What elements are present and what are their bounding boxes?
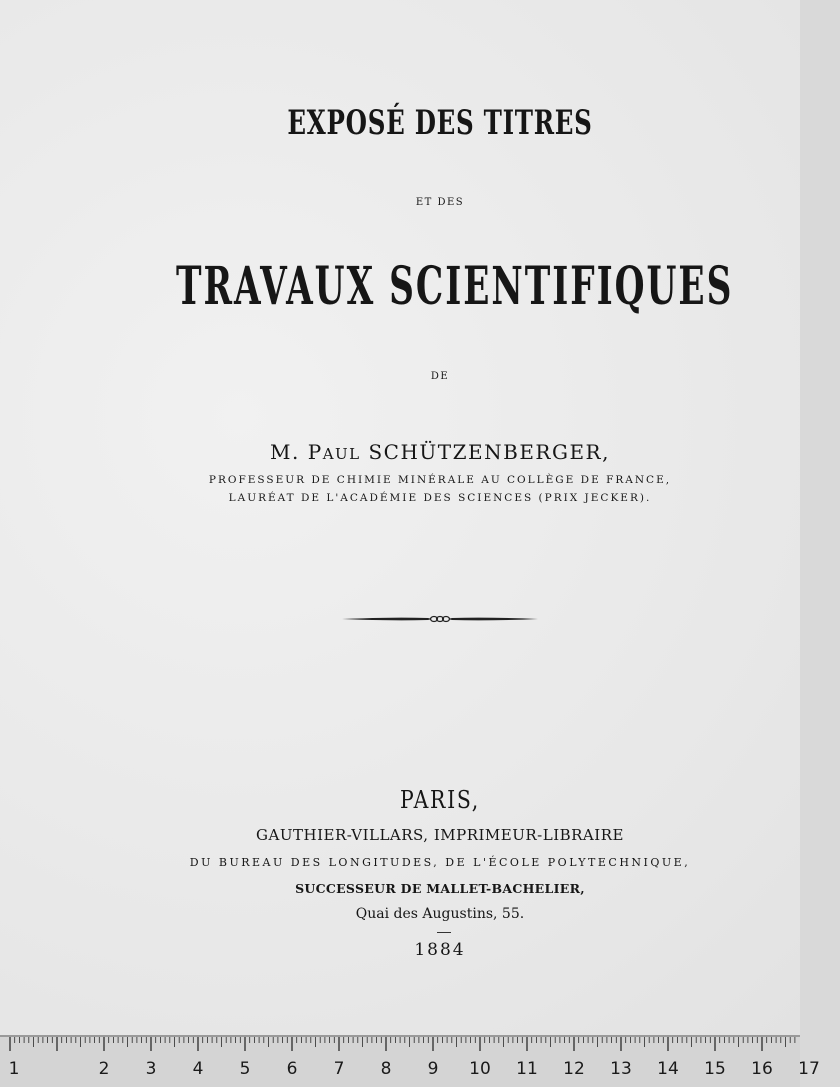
connector-et-des: ET DES xyxy=(415,197,465,208)
imprint-publisher-line-2: DU BUREAU DES LONGITUDES, DE L'ÉCOLE POLYTECHNIQUE, xyxy=(189,856,691,869)
title-line-1: EXPOSÉ DES TITRES xyxy=(287,103,593,143)
ruler-number: 10 xyxy=(469,1059,491,1079)
measuring-ruler xyxy=(0,1035,820,1087)
ruler-number: 16 xyxy=(751,1059,773,1079)
ruler-number: 17 xyxy=(798,1059,820,1079)
ruler-number: 13 xyxy=(610,1059,632,1079)
ruler-number: 15 xyxy=(704,1059,726,1079)
imprint-year: 1884 xyxy=(414,940,466,960)
ruler-number: 4 xyxy=(192,1059,204,1079)
imprint-publisher: GAUTHIER-VILLARS, IMPRIMEUR-LIBRAIRE xyxy=(256,826,624,844)
imprint-city: PARIS, xyxy=(400,786,480,814)
ruler-number: 3 xyxy=(145,1059,157,1079)
ruler-number: 2 xyxy=(98,1059,110,1079)
ruler-number: 8 xyxy=(380,1059,392,1079)
ruler-number: 7 xyxy=(333,1059,345,1079)
imprint-successor: SUCCESSEUR DE MALLET-BACHELIER, xyxy=(295,881,585,896)
author-prefix: M. P xyxy=(270,440,323,464)
ruler-number: 11 xyxy=(516,1059,538,1079)
imprint-address: Quai des Augustins, 55. xyxy=(355,906,525,922)
title-line-2: TRAVAUX SCIENTIFIQUES xyxy=(176,256,734,317)
ruler-number: 9 xyxy=(427,1059,439,1079)
author-surname: SCHÜTZENBERGER, xyxy=(368,440,610,464)
ruler-number: 6 xyxy=(286,1059,298,1079)
connector-de: DE xyxy=(430,371,450,382)
ruler-number: 5 xyxy=(239,1059,251,1079)
author-given-rest: AUL xyxy=(322,445,361,463)
divider-dash xyxy=(437,932,451,933)
author-name xyxy=(40,440,840,464)
ruler-number: 1 xyxy=(8,1059,20,1079)
ornament-rule xyxy=(340,610,540,628)
ruler-number: 14 xyxy=(657,1059,679,1079)
ruler-number: 12 xyxy=(563,1059,585,1079)
ruler-ticks xyxy=(0,1037,800,1087)
affiliation-line-2: LAURÉAT DE L'ACADÉMIE DES SCIENCES (PRIX JECKER). xyxy=(228,492,652,504)
affiliation-line-1: PROFESSEUR DE CHIMIE MINÉRALE AU COLLÈGE DE FRANCE, xyxy=(208,474,672,486)
